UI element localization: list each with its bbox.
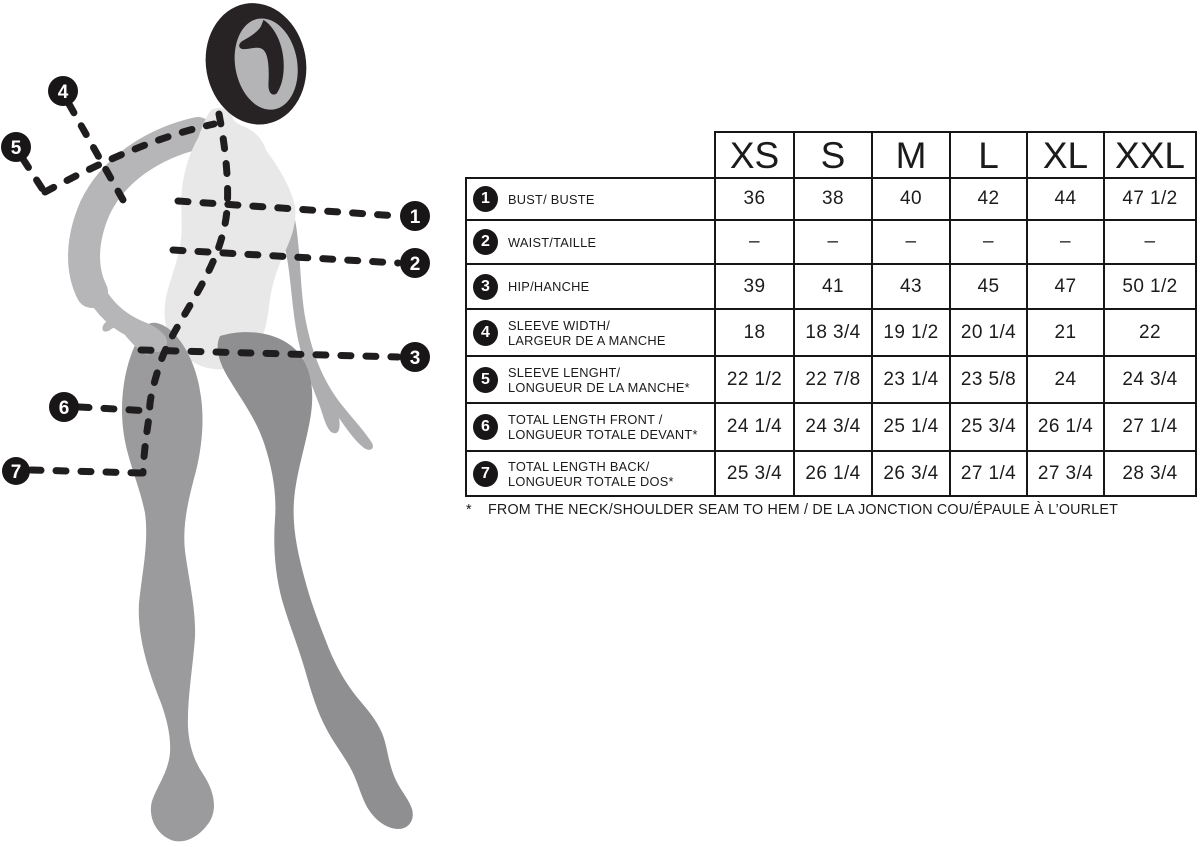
size-column-header-xl: XL [1027,132,1104,178]
size-value-cell: – [872,220,950,264]
row-number-badge: 2 [473,229,498,255]
figure-right-leg [218,332,413,829]
size-value-cell: – [950,220,1027,264]
size-value-cell: 24 1/4 [715,403,794,451]
size-value-cell: – [1104,220,1196,264]
row-label-cell [466,356,715,403]
table-row-hip [466,264,1196,309]
size-column-header-l: L [950,132,1027,178]
size-value-cell: 27 1/4 [950,451,1027,496]
row-label-cell [466,220,715,264]
size-value-cell: 24 3/4 [794,403,872,451]
size-value-cell: 26 1/4 [1027,403,1104,451]
row-label-cell [466,178,715,220]
callout-5-number: 5 [10,138,22,159]
size-value-cell: 26 1/4 [794,451,872,496]
table-row-total-length-front [466,403,1196,451]
size-value-cell: 27 3/4 [1027,451,1104,496]
row-label-line2: LONGUEUR DE LA MANCHE* [508,379,690,395]
size-value-cell: – [715,220,794,264]
size-value-cell: 23 1/4 [872,356,950,403]
callout-2-number: 2 [409,254,421,275]
size-value-cell: 36 [715,178,794,220]
size-table [465,131,1197,497]
callout-4-number: 4 [57,82,69,103]
size-value-cell: 27 1/4 [1104,403,1196,451]
row-number-badge: 5 [473,367,498,393]
row-label-cell [466,451,715,496]
size-value-cell: 24 [1027,356,1104,403]
size-value-cell: 21 [1027,309,1104,356]
size-value-cell: 40 [872,178,950,220]
size-value-cell: – [794,220,872,264]
size-value-cell: 25 3/4 [715,451,794,496]
table-corner [466,132,715,178]
row-number-badge: 1 [473,186,498,212]
size-value-cell: 50 1/2 [1104,264,1196,309]
size-header-row [466,132,1196,178]
table-row-sleeve-width [466,309,1196,356]
row-number-badge: 4 [473,320,498,346]
callout-1-number: 1 [409,207,421,228]
size-value-cell: 24 3/4 [1104,356,1196,403]
row-label: HIP/HANCHE [508,279,590,294]
row-label-cell [466,403,715,451]
callout-3 [400,342,430,372]
size-value-cell: 19 1/2 [872,309,950,356]
callout-1 [400,201,430,231]
row-label-cell [466,309,715,356]
row-label-line1: SLEEVE WIDTH/ [508,317,611,333]
sleeve-length-pointer [23,159,43,191]
size-value-cell: 39 [715,264,794,309]
size-value-cell: 47 1/2 [1104,178,1196,220]
size-value-cell: 45 [950,264,1027,309]
row-number-badge: 3 [473,274,498,300]
row-label-line2: LONGUEUR TOTALE DOS* [508,473,674,489]
size-value-cell: 22 7/8 [794,356,872,403]
row-label-line1: TOTAL LENGTH BACK/ [508,458,650,474]
callout-5 [1,132,31,162]
front-length-pointer [79,407,151,411]
size-value-cell: 43 [872,264,950,309]
size-value-cell: 20 1/4 [950,309,1027,356]
table-row-bust [466,178,1196,220]
row-label-line2: LONGUEUR TOTALE DEVANT* [508,427,698,442]
row-label-line1: TOTAL LENGTH FRONT / [508,412,663,427]
size-value-cell: – [1027,220,1104,264]
figure-left-leg [122,323,214,842]
footnote-marker: * [466,502,472,518]
back-length-pointer [31,470,141,473]
callout-6 [49,392,79,422]
row-label-cell [466,264,715,309]
callout-4 [48,76,78,106]
size-value-cell: 18 [715,309,794,356]
callout-2 [400,248,430,278]
footnote [466,502,1186,518]
row-number-badge: 6 [473,414,498,440]
size-value-cell: 22 1/2 [715,356,794,403]
callout-6-number: 6 [58,398,70,419]
size-value-cell: 47 [1027,264,1104,309]
callout-7-number: 7 [10,462,22,483]
size-value-cell: 26 3/4 [872,451,950,496]
row-label-line2: LARGEUR DE A MANCHE [508,332,666,348]
size-column-header-s: S [794,132,872,178]
table-row-total-length-back [466,451,1196,496]
figure-illustration [0,0,460,847]
size-value-cell: 22 [1104,309,1196,356]
size-value-cell: 38 [794,178,872,220]
size-value-cell: 44 [1027,178,1104,220]
size-value-cell: 28 3/4 [1104,451,1196,496]
row-label-line1: SLEEVE LENGHT/ [508,364,621,380]
row-number-badge: 7 [473,461,498,487]
row-label: WAIST/TAILLE [508,234,597,250]
size-value-cell: 42 [950,178,1027,220]
size-column-header-m: M [872,132,950,178]
size-value-cell: 18 3/4 [794,309,872,356]
callout-3-number: 3 [409,348,421,369]
size-value-cell: 25 1/4 [872,403,950,451]
size-column-header-xs: XS [715,132,794,178]
footnote-text: FROM THE NECK/SHOULDER SEAM TO HEM / DE LA JONCTION COU/ÉPAULE À L’OURLET [488,502,1119,518]
size-column-header-xxl: XXL [1104,132,1196,178]
size-value-cell: 23 5/8 [950,356,1027,403]
callout-7 [2,457,30,485]
size-value-cell: 41 [794,264,872,309]
table-row-waist [466,220,1196,264]
row-label: BUST/ BUSTE [508,191,595,207]
size-value-cell: 25 3/4 [950,403,1027,451]
table-row-sleeve-length [466,356,1196,403]
